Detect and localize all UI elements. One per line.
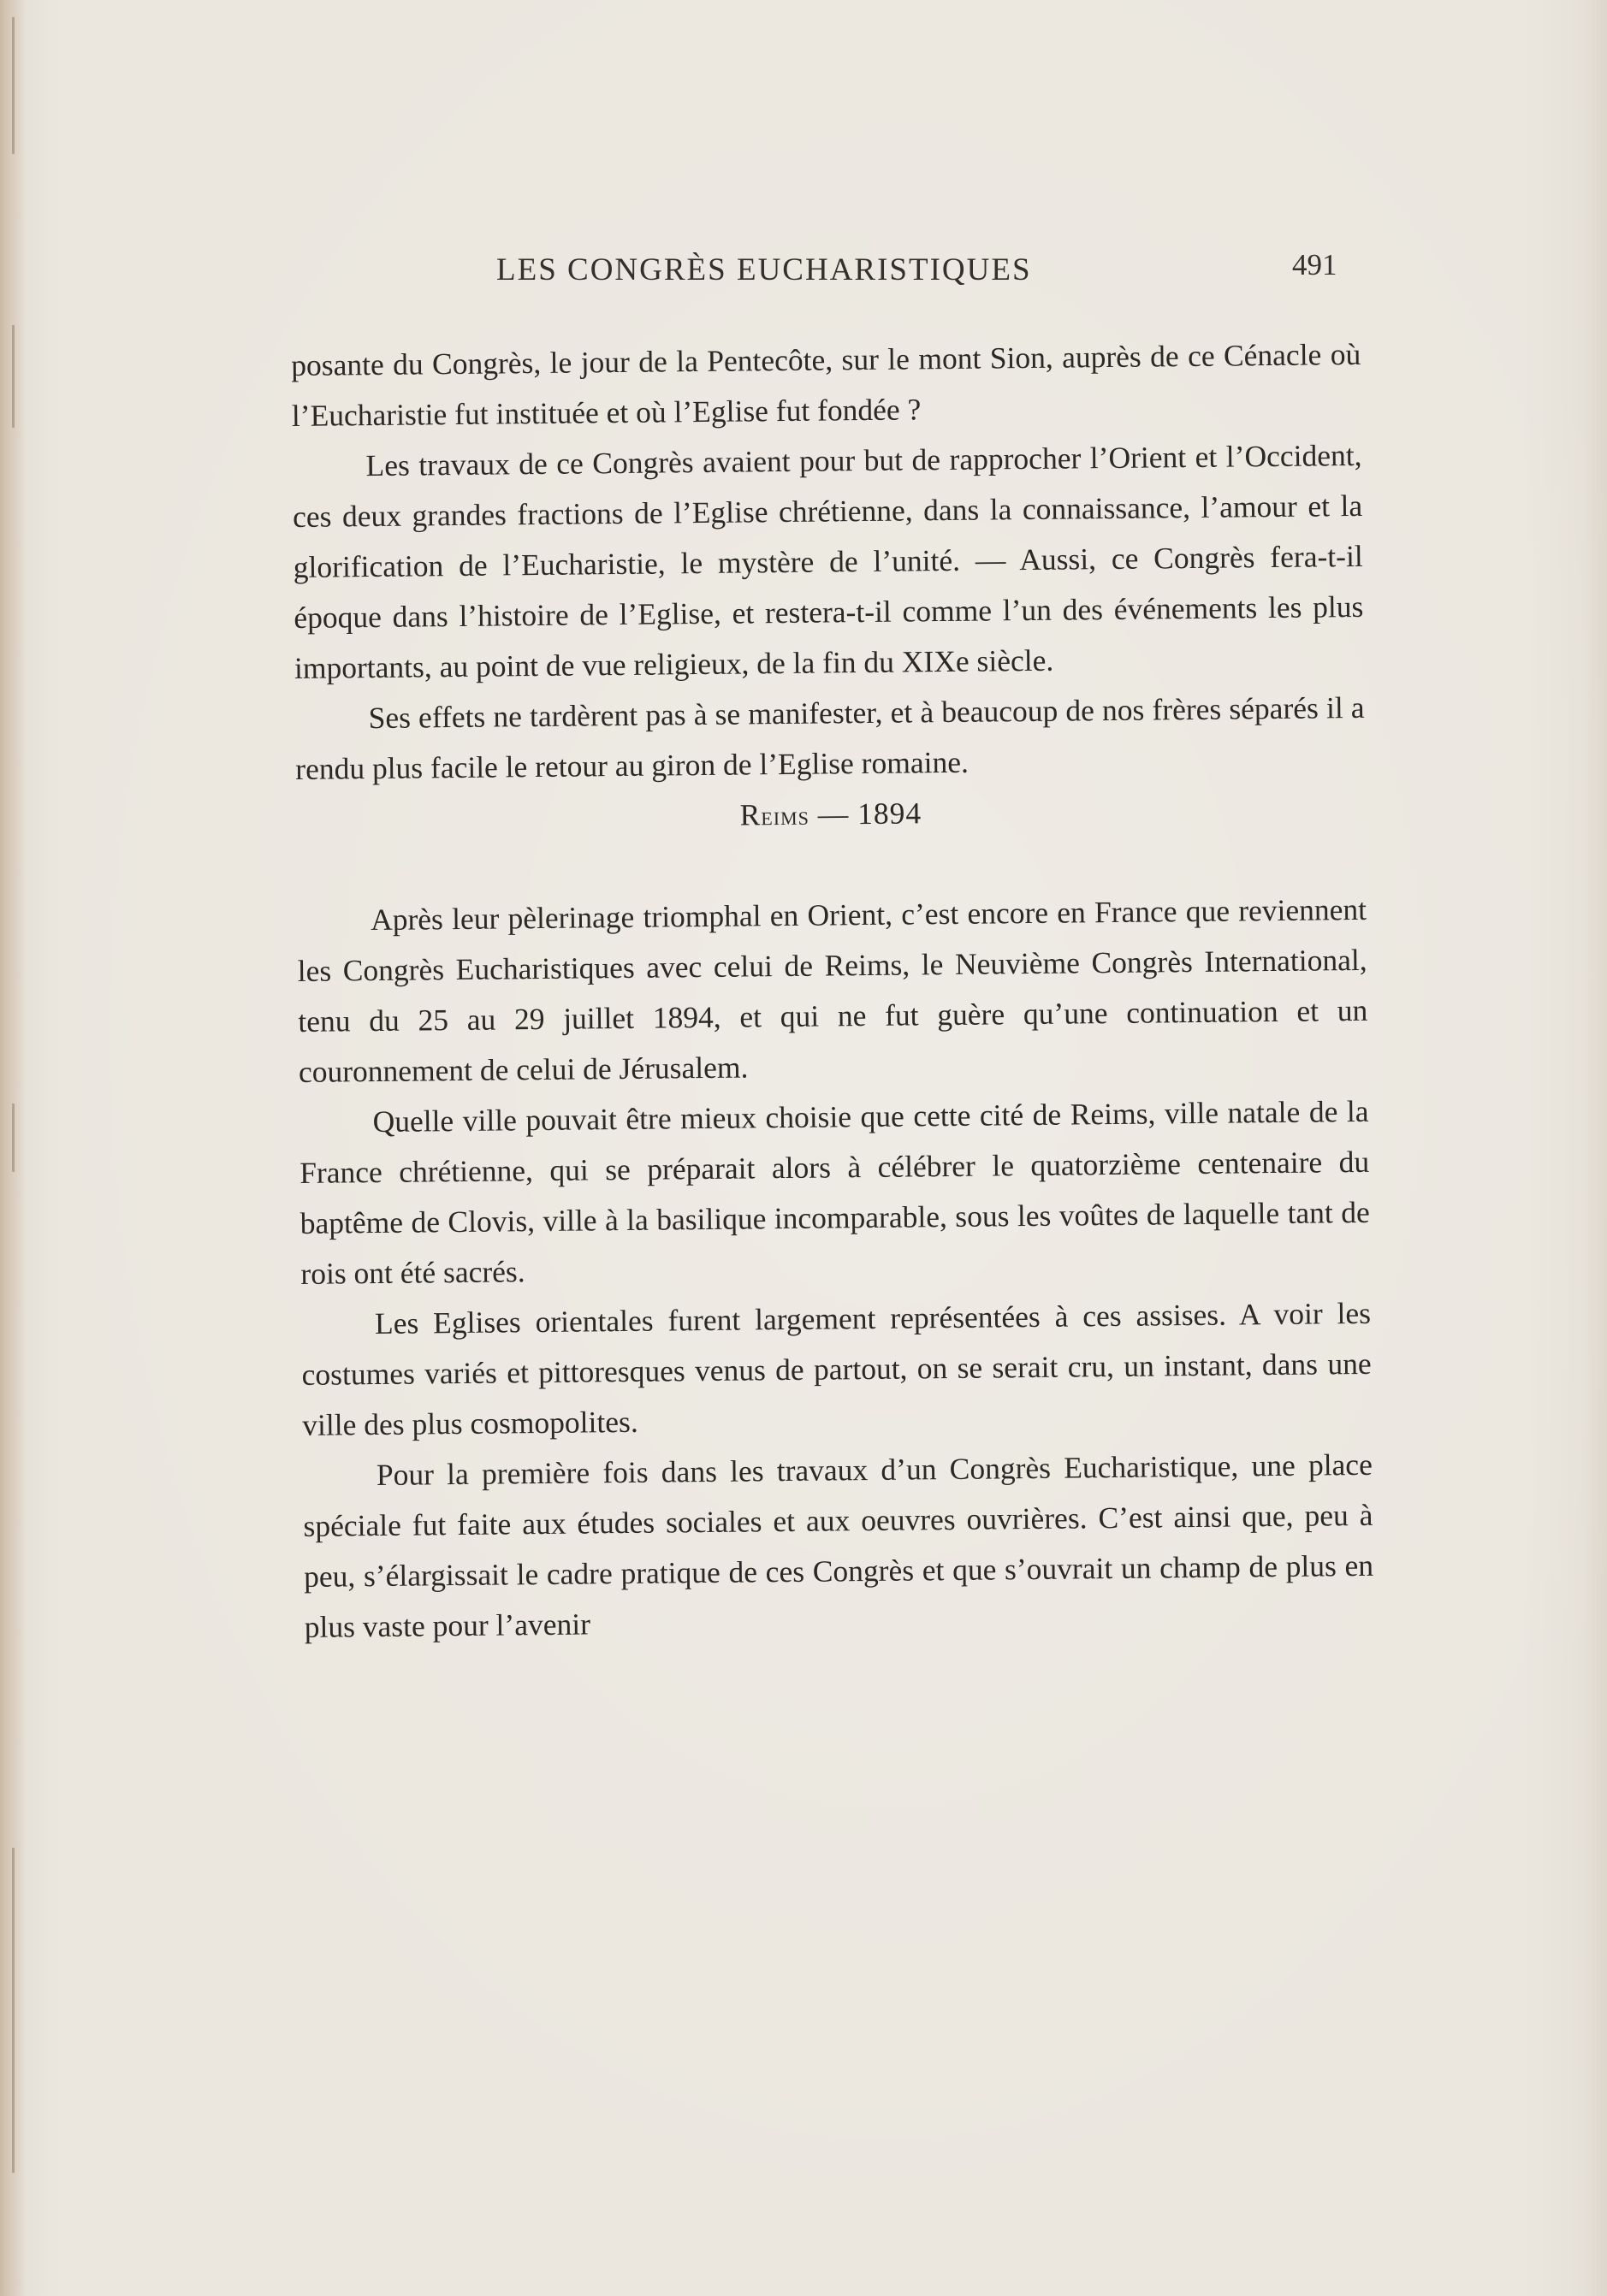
binding-thread-mark bbox=[12, 1848, 15, 2173]
section-heading-initial: R bbox=[739, 797, 762, 832]
paragraph: Ses effets ne tardèrent pas à se manifester, et à beaucoup de nos frères séparés il a rendu plus facile le retour au giron de l’Eglise romaine. bbox=[295, 689, 1365, 786]
section-heading-city: eims bbox=[761, 800, 810, 831]
paragraph: Après leur pèlerinage triomphal en Orient, c’est encore en France que reviennent les Congrès Eucharistiques avec celui de Reims, le Neuvième Congrès International, tenu du 25 au 29 juillet 1894, et qui ne fut guère qu’une continuation et un couronnement de celui de Jérusalem. bbox=[297, 891, 1368, 1089]
body-text bbox=[291, 329, 1374, 1653]
page-header bbox=[291, 248, 1352, 299]
paragraph: Pour la première fois dans les travaux d’un Congrès Eucharistique, une place spéciale fut faite aux études sociales et aux oeuvres ouvrières. C’est ainsi que, peu à peu, s’élargissait le cadre pratique de ces Congrès et que s’ouvrait un champ de plus en plus vaste pour l’avenir bbox=[303, 1447, 1374, 1644]
binding-thread-mark bbox=[12, 17, 15, 154]
section-heading-separator: — bbox=[809, 796, 858, 831]
paragraph-continued: posante du Congrès, le jour de la Pentecôte, sur le mont Sion, auprès de ce Cénacle où l’Eucharistie fut instituée et où l’Eglise fut fondée ? bbox=[291, 336, 1361, 433]
page-number: 491 bbox=[1292, 248, 1337, 281]
paragraph: Quelle ville pouvait être mieux choisie que cette cité de Reims, ville natale de la France chrétienne, qui se préparait alors à célébrer le quatorzième centenaire du baptême de Clovis, ville à la basilique incomparable, sous les voûtes de laquelle tant de rois ont été sacrés. bbox=[299, 1093, 1370, 1291]
paragraph: Les Eglises orientales furent largement représentées à ces assises. A voir les costumes variés et pittoresques venus de partout, on se serait cru, un instant, dans une ville des plus cosmopolites. bbox=[301, 1295, 1372, 1442]
binding-thread-mark bbox=[12, 1104, 15, 1172]
paragraph: Les travaux de ce Congrès avaient pour but de rapprocher l’Orient et l’Occident, ces deux grandes fractions de l’Eglise chrétienne, dans la connaissance, l’amour et la glorification de l’Eucharistie, le mystère de l’unité. — Aussi, ce Congrès fera-t-il époque dans l’histoire de l’Eglise, et restera-t-il comme l’un des événements les plus importants, au point de vue religieux, de la fin du XIXe siècle. bbox=[292, 437, 1364, 685]
section-heading-year: 1894 bbox=[857, 796, 922, 831]
running-title: LES CONGRÈS EUCHARISTIQUES bbox=[496, 252, 1032, 287]
binding-thread-mark bbox=[12, 325, 15, 428]
